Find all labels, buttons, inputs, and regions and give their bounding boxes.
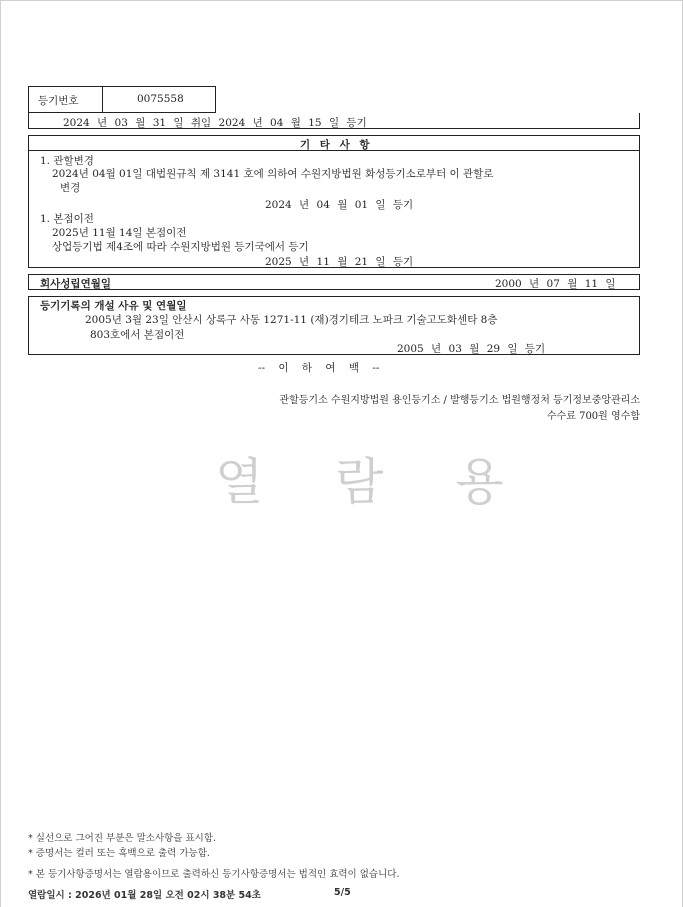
relocation-text-1: 2025년 11월 14일 본점이전 [52,227,187,239]
watermark: 열 람 용 [215,453,532,511]
page-number: 5/5 [334,887,351,898]
jurisdiction-reg-date: 2024 년 04 월 01 일 등기 [265,199,414,211]
establishment-label: 회사성립연월일 [40,278,112,290]
jurisdiction-text-1: 2024년 04월 01일 대법원규칙 제 3141 호에 의하여 수원지방법원 화성등기소로부터 이 관할로 [52,168,494,180]
fee-line: 수수료 700원 영수함 [546,411,640,422]
establishment-date: 2000 년 07 월 11 일 [495,278,616,290]
other-matters-heading: 기 타 사 항 [300,139,373,151]
record-opening-title: 등기기록의 개설 사유 및 연월일 [40,300,187,312]
relocation-text-2: 상업등기법 제4조에 따라 수원지방법원 등기국에서 등기 [52,241,309,253]
issuer-line: 관할등기소 수원지방법원 용인등기소 / 발행등기소 법원행정처 등기정보중앙관리소 [279,395,640,406]
record-opening-text-2: 803호에서 본점이전 [90,329,185,341]
reg-number-divider [102,86,103,113]
reg-number-label: 등기번호 [38,95,79,107]
record-opening-text-1: 2005년 3월 23일 안산시 상록구 사동 1271-11 (재)경기테크 노파크 기술고도화센타 8층 [85,314,498,326]
jurisdiction-title: 1. 관할변경 [40,155,94,167]
page-border-left [0,0,1,907]
end-mark: -- 이 하 여 백 -- [258,362,380,374]
footnote-3: * 본 등기사항증명서는 열람용이므로 출력하신 등기사항증명서는 법적인 효력이 없습니다. [28,869,400,880]
record-opening-reg-date: 2005 년 03 월 29 일 등기 [397,343,546,355]
reg-number-value: 0075558 [137,93,184,105]
footnote-2: * 증명서는 컬러 또는 흑백으로 출력 가능함. [28,848,210,859]
relocation-reg-date: 2025 년 11 월 21 일 등기 [265,256,414,268]
jurisdiction-text-2: 변경 [60,182,81,194]
view-time: 열람일시 : 2026년 01월 28일 오전 02시 38분 54초 [28,890,261,901]
appointment-line: 2024 년 03 월 31 일 취임 2024 년 04 월 15 일 등기 [63,117,367,129]
relocation-title: 1. 본점이전 [40,213,94,225]
footnote-1: * 실선으로 그어진 부분은 말소사항을 표시함. [28,833,217,844]
page-border-top [0,0,683,1]
